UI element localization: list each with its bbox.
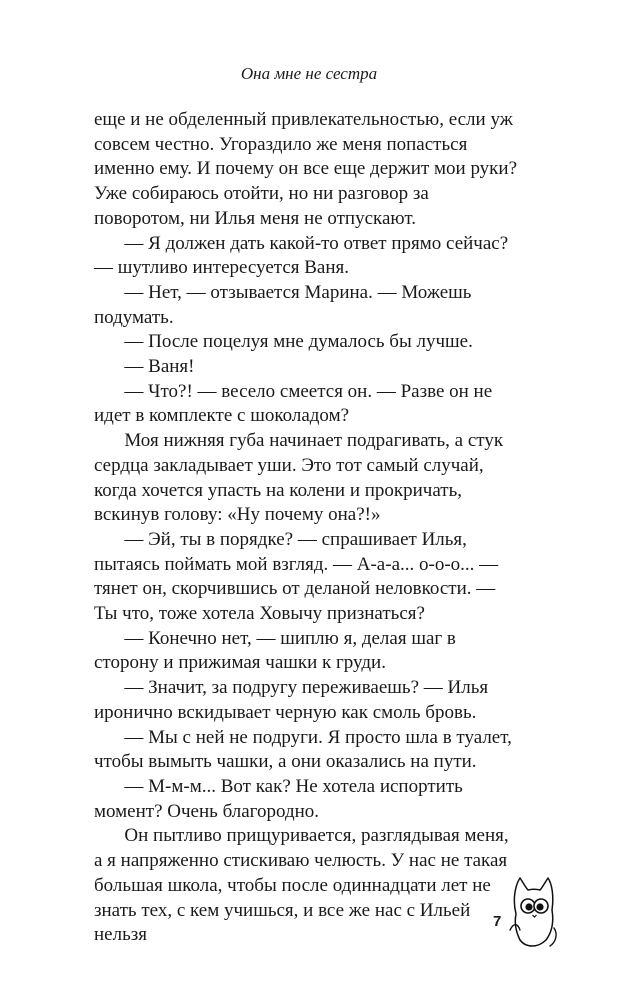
paragraph: — Ваня!: [124, 356, 195, 378]
cat-icon: [506, 870, 558, 952]
paragraph: Он пытливо прищуривается, разглядывая меня, а я напряженно стискиваю челюсть. У нас не такая большая школа, чтобы после одиннадцати лет не знать тех, с кем учишься, и все же нас с Ильей нельзя: [94, 825, 509, 946]
paragraph: — Я должен дать какой-то ответ прямо сейчас? — шутливо интересуется Ваня.: [94, 232, 509, 279]
body-text: [94, 108, 520, 948]
paragraph: Моя нижняя губа начинает подрагивать, а стук сердца закладывает уши. Это тот самый случай, когда хочется упасть на колени и прокричать, вскинув голову: «Ну почему она?!»: [94, 430, 504, 526]
paragraph: — Эй, ты в порядке? — спрашивает Илья, пытаясь поймать мой взгляд. — А-а-а... о-о-о... — тянет он, скорчившись от деланой неловкости. — Ты что, тоже хотела Ховычу признаться?: [94, 528, 499, 625]
paragraph: — Что?! — весело смеется он. — Разве он не идет в комплекте с шоколадом?: [94, 380, 493, 427]
paragraph: — М-м-м... Вот как? Не хотела испортить момент? Очень благородно.: [94, 775, 463, 822]
paragraph: — После поцелуя мне думалось бы лучше.: [124, 331, 473, 353]
running-head: Она мне не сестра: [240, 64, 378, 83]
paragraph: еще и не обделенный привлекательностью, если уж совсем честно. Угораздило же меня попасться именно ему. И почему он все еще держит мои руки? Уже собираюсь отойти, но ни разговор за поворотом, ни Илья меня не отпускают.: [94, 109, 518, 229]
page-number: 7: [493, 913, 502, 930]
paragraph: — Значит, за подругу переживаешь? — Илья иронично вскидывает черную как смоль бровь.: [94, 677, 489, 723]
paragraph: — Нет, — отзывается Марина. — Можешь подумать.: [94, 281, 472, 328]
paragraph: — Мы с ней не подруги. Я просто шла в туалет, чтобы вымыть чашки, а они оказались на пути.: [94, 726, 512, 773]
paragraph: — Конечно нет, — шиплю я, делая шаг в сторону и прижимая чашки к груди.: [94, 627, 456, 674]
